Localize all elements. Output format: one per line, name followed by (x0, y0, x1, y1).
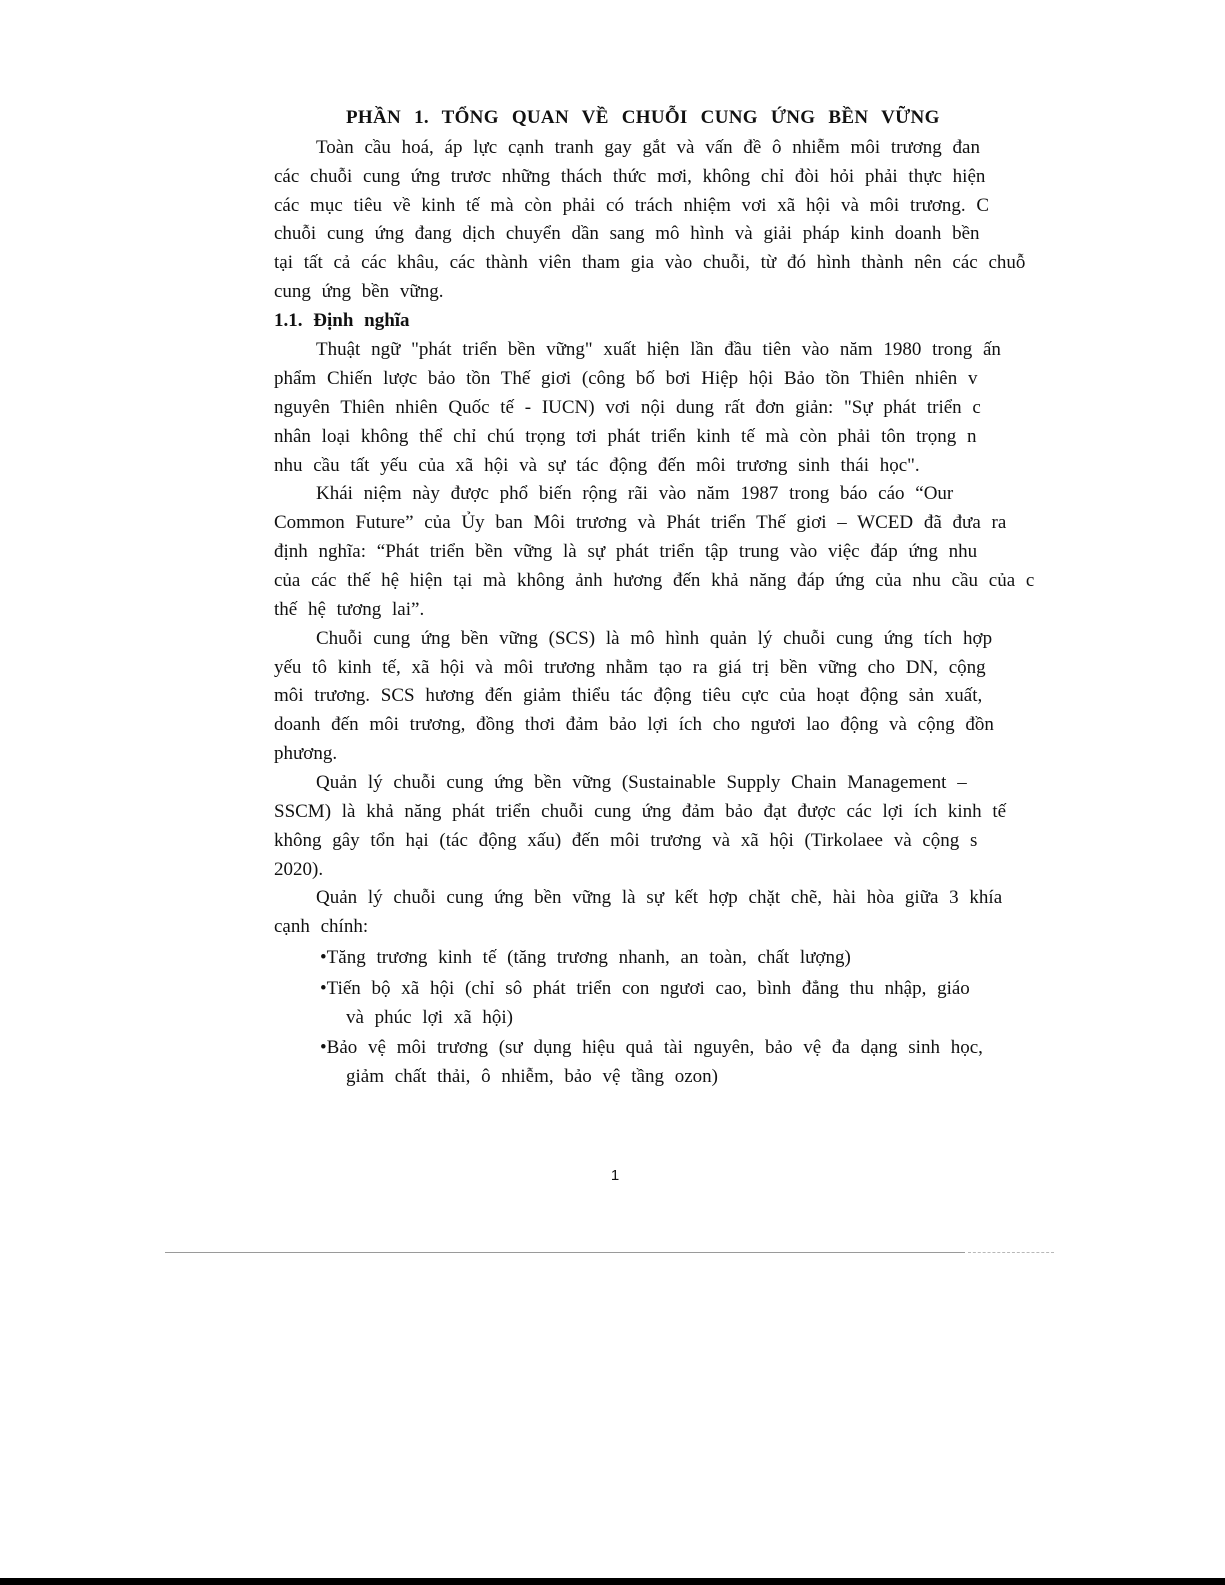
intro-line-5: tại tất cả các khâu, các thành viên tham gia vào chuỗi, từ đó hình thành nên các chuỗ (274, 252, 1026, 273)
intro-line-1: Toàn cầu hoá, áp lực cạnh tranh gay gắt và vấn đề ô nhiễm môi trương đan (316, 137, 980, 158)
page-number: 1 (610, 1167, 620, 1184)
concept-line-4: của các thế hệ hiện tại mà không ảnh hương đến khả năng đáp ứng của nhu cầu của c (274, 570, 1035, 591)
scs-line-1: Chuỗi cung ứng bền vững (SCS) là mô hình quản lý chuỗi cung ứng tích hợp (316, 628, 993, 649)
scs-line-4: doanh đến môi trương, đồng thơi đảm bảo lợi ích cho ngươi lao động và cộng đồn (274, 714, 994, 735)
sscm-line-4: 2020). (274, 859, 324, 880)
scs-line-2: yếu tô kinh tế, xã hội và môi trương nhằm tạo ra giá trị bền vững cho DN, cộng (274, 657, 986, 678)
term-line-4: nhân loại không thể chỉ chú trọng tơi phát triển kinh tế mà còn phải tôn trọng n (274, 426, 977, 447)
bullet-social-cont: và phúc lợi xã hội) (346, 1007, 514, 1028)
sscm-line-2: SSCM) là khả năng phát triển chuỗi cung ứng đảm bảo đạt được các lợi ích kinh tế (274, 801, 1007, 822)
concept-line-1: Khái niệm này được phổ biến rộng rãi vào năm 1987 trong báo cáo “Our (316, 483, 954, 504)
term-line-2: phẩm Chiến lược bảo tồn Thế giơi (công bố bơi Hiệp hội Bảo tồn Thiên nhiên v (274, 368, 978, 389)
sscm-line-1: Quản lý chuỗi cung ứng bền vững (Sustainable Supply Chain Management – (316, 772, 967, 793)
aspects-line-1: Quản lý chuỗi cung ứng bền vững là sự kết hợp chặt chẽ, hài hòa giữa 3 khía (316, 887, 1003, 908)
bullet-social: •Tiến bộ xã hội (chỉ sô phát triển con ngươi cao, bình đẳng thu nhập, giáo (320, 978, 970, 999)
bullet-environment-cont: giảm chất thải, ô nhiễm, bảo vệ tầng ozon) (346, 1066, 718, 1087)
bullet-economic: •Tăng trương kinh tế (tăng trương nhanh, an toàn, chất lượng) (320, 947, 851, 968)
concept-line-3: định nghĩa: “Phát triển bền vững là sự phát triển tập trung vào việc đáp ứng nhu (274, 541, 978, 562)
aspects-line-2: cạnh chính: (274, 916, 369, 937)
scs-line-3: môi trương. SCS hương đến giảm thiểu tác động tiêu cực của hoạt động sản xuất, (274, 685, 983, 706)
concept-line-2: Common Future” của Ủy ban Môi trương và Phát triển Thế giơi – WCED đã đưa ra (274, 512, 1007, 533)
bottom-edge-bar (0, 1578, 1225, 1585)
intro-line-6: cung ứng bền vững. (274, 281, 444, 302)
intro-line-2: các chuỗi cung ứng trươc những thách thức mơi, không chỉ đòi hỏi phải thực hiện (274, 166, 986, 187)
scs-line-5: phương. (274, 743, 338, 764)
sscm-line-3: không gây tổn hại (tác động xấu) đến môi trương và xã hội (Tirkolaee và cộng s (274, 830, 978, 851)
page-divider (165, 1252, 965, 1253)
intro-line-3: các mục tiêu về kinh tế mà còn phải có trách nhiệm vơi xã hội và môi trương. C (274, 195, 990, 216)
term-line-3: nguyên Thiên nhiên Quốc tế - IUCN) vơi nội dung rất đơn giản: "Sự phát triển c (274, 397, 981, 418)
intro-line-4: chuỗi cung ứng đang dịch chuyển dần sang mô hình và giải pháp kinh doanh bền (274, 223, 980, 244)
section-heading: 1.1. Định nghĩa (274, 310, 410, 331)
term-line-5: nhu cầu tất yếu của xã hội và sự tác động đến môi trương sinh thái học". (274, 455, 920, 476)
page-divider-tail (968, 1252, 1054, 1253)
text-column (274, 0, 1064, 1585)
bullet-environment: •Bảo vệ môi trương (sư dụng hiệu quả tài nguyên, bảo vệ đa dạng sinh học, (320, 1037, 983, 1058)
concept-line-5: thế hệ tương lai”. (274, 599, 425, 620)
page-title: PHẦN 1. TỔNG QUAN VỀ CHUỖI CUNG ỨNG BỀN VỮNG (346, 107, 940, 128)
term-line-1: Thuật ngữ "phát triển bền vững" xuất hiện lần đầu tiên vào năm 1980 trong ấn (316, 339, 1001, 360)
